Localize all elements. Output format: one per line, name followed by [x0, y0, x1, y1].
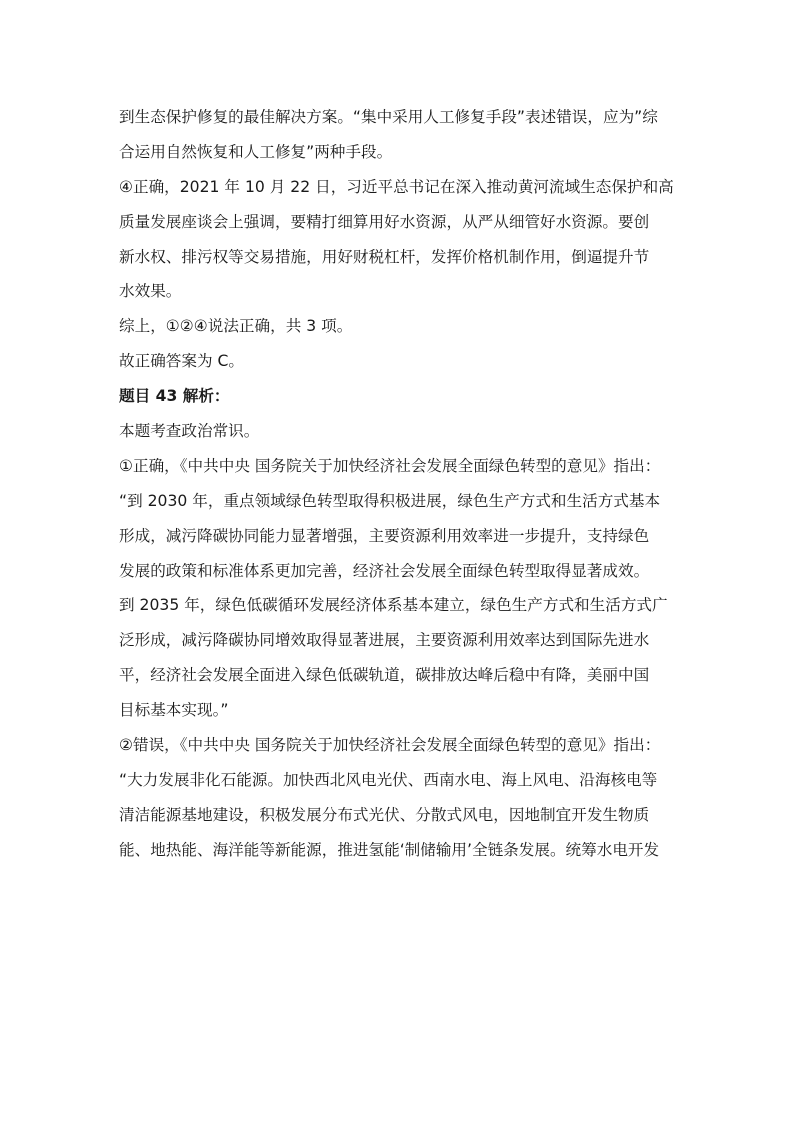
- paragraph: [119, 170, 719, 310]
- text-line: ②错误，《中共中央 国务院关于加快经济社会发展全面绿色转型的意见》指出：: [119, 736, 661, 755]
- text-line: 综上，①②④说法正确，共 3 项。: [119, 317, 353, 336]
- text-line: 新水权、排污权等交易措施，用好财税杠杆，发挥价格机制作用，倒逼提升节: [119, 247, 650, 266]
- text-line: 目标基本实现。”: [119, 701, 229, 720]
- paragraph: [119, 344, 719, 379]
- text-line: 水效果。: [119, 282, 182, 301]
- paragraph: [119, 100, 719, 170]
- text-line: 质量发展座谈会上强调，要精打细算用好水资源，从严从细管好水资源。要创: [119, 212, 650, 231]
- text-line: 到 2035 年，绿色低碳循环发展经济体系基本建立，绿色生产方式和生活方式广: [119, 596, 668, 615]
- text-line: 本题考查政治常识。: [119, 422, 260, 441]
- text-line: 清洁能源基地建设，积极发展分布式光伏、分散式风电，因地制宜开发生物质: [119, 805, 650, 824]
- section-heading: [119, 379, 719, 414]
- document-body: [119, 100, 719, 868]
- paragraph: [119, 309, 719, 344]
- text-line: 到生态保护修复的最佳解决方案。“集中采用人工修复手段”表述错误，应为”综: [119, 108, 658, 126]
- text-line: “到 2030 年，重点领域绿色转型取得积极进展，绿色生产方式和生活方式基本: [119, 491, 661, 510]
- text-line: 故正确答案为 C。: [119, 352, 245, 371]
- text-line: 题目 43 解析：: [119, 387, 230, 406]
- text-line: ①正确，《中共中央 国务院关于加快经济社会发展全面绿色转型的意见》指出：: [119, 456, 661, 475]
- text-line: ④正确，2021 年 10 月 22 日，习近平总书记在深入推动黄河流域生态保护和高: [119, 177, 674, 196]
- text-line: 平，经济社会发展全面进入绿色低碳轨道，碳排放达峰后稳中有降，美丽中国: [119, 666, 650, 685]
- text-line: 泛形成，减污降碳协同增效取得显著进展，主要资源利用效率达到国际先进水: [119, 631, 650, 650]
- text-line: 形成，减污降碳协同能力显著增强，主要资源利用效率进一步提升，支持绿色: [119, 526, 650, 545]
- paragraph: [119, 414, 719, 449]
- paragraph: [119, 449, 719, 728]
- text-line: “大力发展非化石能源。加快西北风电光伏、西南水电、海上风电、沿海核电等: [119, 770, 658, 789]
- paragraph: [119, 728, 719, 868]
- text-line: 合运用自然恢复和人工修复”两种手段。: [119, 142, 393, 161]
- text-line: 能、地热能、海洋能等新能源，推进氢能‘制储输用’全链条发展。统筹水电开发: [119, 840, 660, 859]
- text-line: 发展的政策和标准体系更加完善，经济社会发展全面绿色转型取得显著成效。: [119, 561, 650, 580]
